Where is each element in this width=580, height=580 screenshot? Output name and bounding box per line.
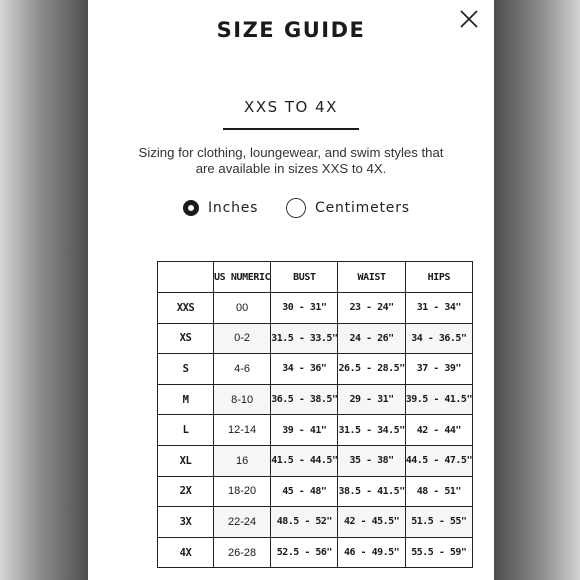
header-bust: BUST — [271, 262, 338, 293]
cell-waist: 24 - 26" — [338, 323, 405, 354]
cell-hips: 39.5 - 41.5" — [405, 384, 472, 415]
cell-us-numeric: 16 — [214, 445, 271, 476]
table-row — [158, 323, 473, 354]
cell-size: L — [158, 415, 214, 446]
cell-size: XL — [158, 445, 214, 476]
size-guide-modal — [88, 0, 494, 580]
cell-size: 4X — [158, 537, 214, 568]
radio-inches[interactable] — [183, 197, 258, 219]
cell-bust: 39 - 41" — [271, 415, 338, 446]
description-line-2: are available in sizes XXS to 4X. — [195, 161, 387, 176]
modal-title: SIZE GUIDE — [216, 18, 366, 42]
cell-waist: 38.5 - 41.5" — [338, 476, 405, 507]
table-header-row — [158, 262, 473, 293]
cell-waist: 35 - 38" — [338, 445, 405, 476]
cell-size: S — [158, 354, 214, 385]
table-row — [158, 293, 473, 324]
cell-us-numeric: 4-6 — [214, 354, 271, 385]
cell-bust: 34 - 36" — [271, 354, 338, 385]
cell-size: XS — [158, 323, 214, 354]
radio-unchecked-icon — [286, 198, 306, 218]
table-row — [158, 415, 473, 446]
cell-waist: 31.5 - 34.5" — [338, 415, 405, 446]
cell-bust: 36.5 - 38.5" — [271, 384, 338, 415]
cell-bust: 52.5 - 56" — [271, 537, 338, 568]
cell-waist: 46 - 49.5" — [338, 537, 405, 568]
radio-centimeters[interactable] — [286, 197, 410, 219]
cell-bust: 31.5 - 33.5" — [271, 323, 338, 354]
cell-bust: 45 - 48" — [271, 476, 338, 507]
header-us-numeric: US NUMERIC — [214, 262, 271, 293]
cell-hips: 37 - 39" — [405, 354, 472, 385]
cell-hips: 55.5 - 59" — [405, 537, 472, 568]
header-hips: HIPS — [405, 262, 472, 293]
cell-us-numeric: 12-14 — [214, 415, 271, 446]
header-size — [158, 262, 214, 293]
table-row — [158, 537, 473, 568]
table-row — [158, 476, 473, 507]
cell-bust: 30 - 31" — [271, 293, 338, 324]
cell-bust: 48.5 - 52" — [271, 507, 338, 538]
cell-us-numeric: 26-28 — [214, 537, 271, 568]
cell-us-numeric: 8-10 — [214, 384, 271, 415]
cell-us-numeric: 18-20 — [214, 476, 271, 507]
cell-waist: 23 - 24" — [338, 293, 405, 324]
table-row — [158, 445, 473, 476]
cell-hips: 31 - 34" — [405, 293, 472, 324]
cell-size: M — [158, 384, 214, 415]
size-guide-description — [128, 145, 454, 177]
cell-us-numeric: 22-24 — [214, 507, 271, 538]
cell-size: 3X — [158, 507, 214, 538]
header-waist: WAIST — [338, 262, 405, 293]
cell-hips: 51.5 - 55" — [405, 507, 472, 538]
tab-label: XXS TO 4X — [244, 98, 338, 116]
size-chart-table — [157, 261, 473, 568]
radio-checked-icon — [183, 200, 199, 216]
table-row — [158, 384, 473, 415]
cell-size: XXS — [158, 293, 214, 324]
cell-us-numeric: 0-2 — [214, 323, 271, 354]
cell-hips: 42 - 44" — [405, 415, 472, 446]
cell-us-numeric: 00 — [214, 293, 271, 324]
cell-hips: 34 - 36.5" — [405, 323, 472, 354]
cell-size: 2X — [158, 476, 214, 507]
cell-hips: 48 - 51" — [405, 476, 472, 507]
radio-centimeters-label: Centimeters — [315, 200, 410, 216]
cell-waist: 26.5 - 28.5" — [338, 354, 405, 385]
table-row — [158, 354, 473, 385]
cell-waist: 29 - 31" — [338, 384, 405, 415]
tab-xxs-to-4x[interactable] — [223, 96, 359, 130]
unit-toggle — [88, 197, 494, 219]
table-row — [158, 507, 473, 538]
radio-inches-label: Inches — [208, 200, 259, 216]
cell-hips: 44.5 - 47.5" — [405, 445, 472, 476]
cell-bust: 41.5 - 44.5" — [271, 445, 338, 476]
description-line-1: Sizing for clothing, loungewear, and swim styles that — [138, 145, 444, 160]
cell-waist: 42 - 45.5" — [338, 507, 405, 538]
